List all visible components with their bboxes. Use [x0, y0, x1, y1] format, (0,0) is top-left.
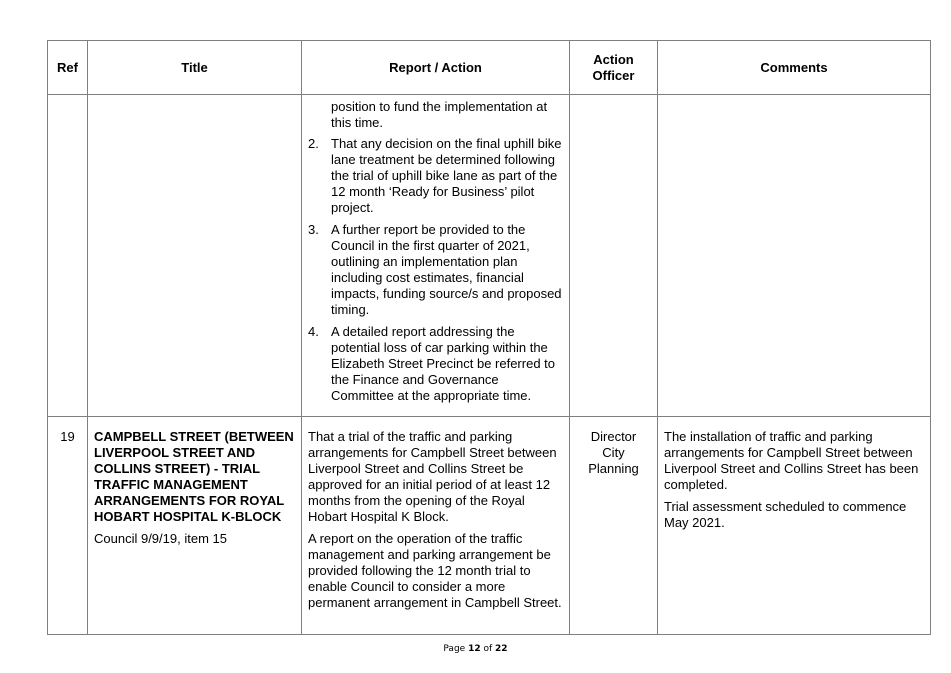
item-title: CAMPBELL STREET (BETWEEN LIVERPOOL STREET AND COLLINS STREET) - TRIAL TRAFFIC MANAGEMENT ARRANGEMENTS FOR ROYAL HOBART HOSPITAL K-BLOCK: [94, 429, 294, 524]
council-reference: Council 9/9/19, item 15: [94, 531, 227, 546]
header-report-action: Report / Action: [302, 41, 570, 95]
comments-cell: [658, 417, 931, 635]
footer-page-number: 12: [468, 644, 481, 654]
table-row-continued: [48, 95, 931, 417]
title-cell: [88, 417, 302, 635]
continued-officer-cell: [570, 95, 658, 417]
comment-paragraph-2: Trial assessment scheduled to commence May 2021.: [664, 499, 907, 530]
report-cell: [302, 417, 570, 635]
continued-comments-cell: [658, 95, 931, 417]
continued-report-cell: [302, 95, 570, 417]
ref-number: 19: [60, 429, 75, 444]
header-officer-line2: Officer: [592, 67, 635, 83]
header-ref: Ref: [48, 41, 88, 95]
officer-cell: [570, 417, 658, 635]
footer-of: of: [483, 644, 493, 654]
header-action-officer: [570, 41, 658, 95]
action-list-item-2: 2. That any decision on the final uphill bike lane treatment be determined following the trial of uphill bike lane as part of the 12 month ‘Ready for Business’ pilot project.: [308, 136, 562, 215]
action-list: [308, 99, 563, 404]
header-comments: Comments: [658, 41, 931, 95]
action-table: [47, 40, 931, 635]
table-row-19: [48, 417, 931, 635]
continued-title-cell: [88, 95, 302, 417]
header-officer-line1: Action: [593, 51, 634, 67]
action-officer: Director City Planning: [588, 429, 639, 476]
header-row: [48, 41, 931, 95]
header-title: Title: [88, 41, 302, 95]
continued-ref-cell: [48, 95, 88, 417]
action-list-item-3: 3. A further report be provided to the Council in the first quarter of 2021, outlining an implementation plan including cost estimates, financial impacts, funding source/s and proposed timing.: [308, 222, 562, 317]
page-footer: [0, 644, 951, 654]
report-paragraph-2: A report on the operation of the traffic management and parking arrangement be provided following the 12 month trial to enable Council to consider a more permanent arrangement in Campbell Street.: [308, 531, 562, 610]
comment-paragraph-1: The installation of traffic and parking arrangements for Campbell Street between Liverpool Street and Collins Street has been completed.: [664, 429, 919, 492]
footer-page-label: Page: [443, 644, 466, 654]
action-list-item-4: 4. A detailed report addressing the potential loss of car parking within the Elizabeth Street Precinct be referred to the Finance and Governance Committee at the appropriate time.: [308, 324, 556, 403]
footer-page-total: 22: [495, 644, 508, 654]
action-list-item-continued: position to fund the implementation at this time.: [331, 99, 548, 130]
report-paragraph-1: That a trial of the traffic and parking arrangements for Campbell Street between Liverpool Street and Collins Street be approved for an initial period of at least 12 months from the opening of the Royal Hobart Hospital K Block.: [308, 429, 557, 524]
ref-cell: [48, 417, 88, 635]
